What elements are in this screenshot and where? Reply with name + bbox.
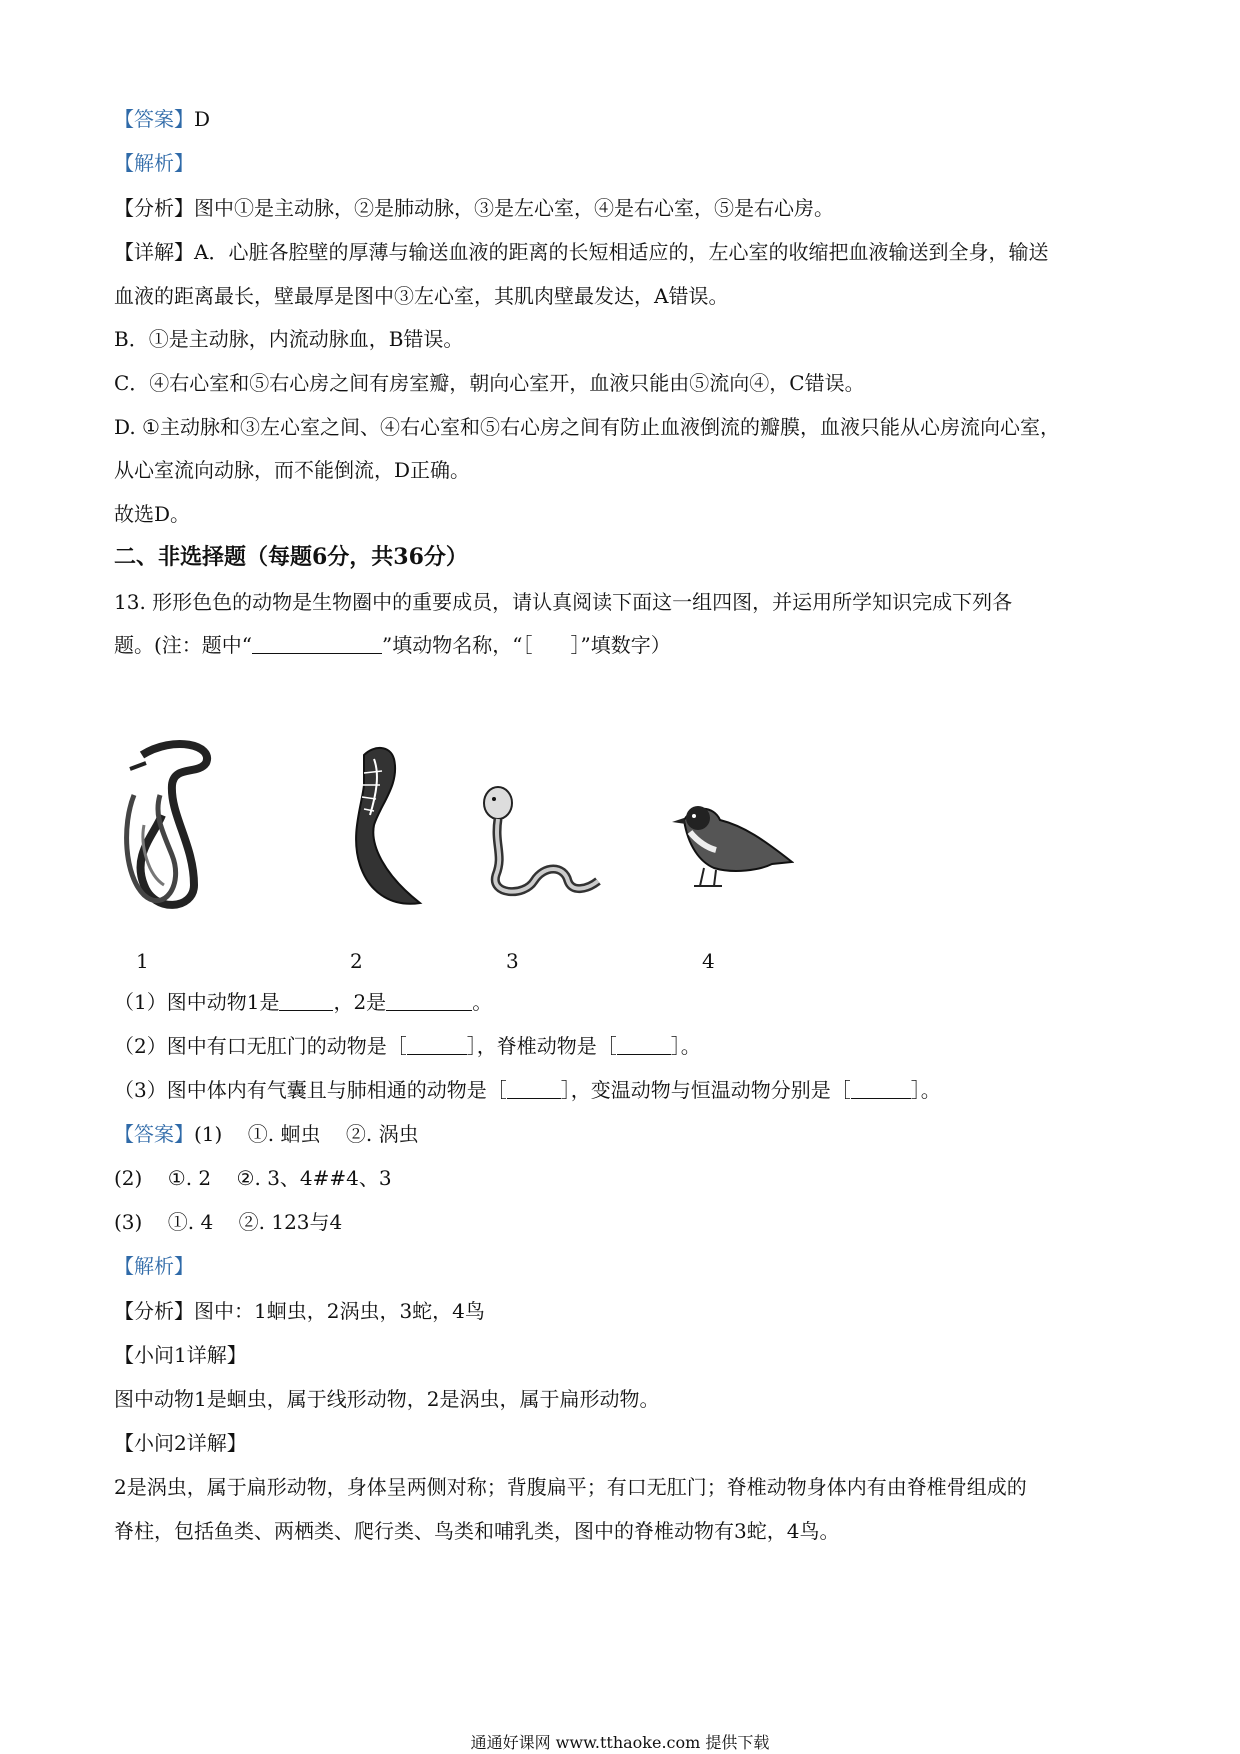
answer-line-2: (2) ①. 2 ②. 3、4##4、3 [114, 1166, 392, 1190]
analysis-summary-2: 【分析】图中：1蛔虫，2涡虫，3蛇，4鸟 [114, 1299, 485, 1323]
section-heading: 二、非选择题（每题6分，共36分） [114, 544, 468, 570]
figure-label-2: 2 [350, 949, 363, 973]
sub-question-2-text-a: （2）图中有口无肛门的动物是［ [114, 1034, 407, 1058]
sub-question-2-blank-1 [407, 1034, 467, 1055]
flatworm-figure [334, 745, 444, 915]
figure-label-4: 4 [702, 949, 715, 973]
figure-label-1: 1 [136, 949, 149, 973]
snake-figure [464, 785, 604, 915]
sub-question-2-detail-1: 2是涡虫，属于扁形动物，身体呈两侧对称；背腹扁平；有口无肛门；脊椎动物身体内有由脊椎骨组成的 [114, 1475, 1027, 1499]
sub-question-3-text-b: ］，变温动物与恒温动物分别是［ [560, 1078, 851, 1102]
analysis-tag-2: 【解析】 [114, 1254, 194, 1278]
answer-tag-2: 【答案】 [114, 1122, 194, 1146]
sub-question-1-text-c: 。 [472, 990, 493, 1014]
option-d-line-1: D. ①主动脉和③左心室之间、④右心室和⑤右心房之间有防止血液倒流的瓣膜，血液只能从心房流向心室， [114, 415, 1060, 439]
name-blank-sample [252, 633, 382, 654]
sub-question-2-text-b: ］，脊椎动物是［ [466, 1034, 617, 1058]
sub-question-3-text-c: ］。 [910, 1078, 941, 1102]
sub-question-1-text-b: ，2是 [333, 990, 387, 1014]
sub-question-2-detail-heading: 【小问2详解】 [114, 1431, 247, 1455]
question-13-text-b: ”填动物名称，“［ [382, 633, 533, 657]
analysis-tag: 【解析】 [114, 151, 194, 175]
answer-1-text: (1) ①. 蛔虫 ②. 涡虫 [194, 1122, 419, 1146]
detail-line-1: 【详解】A．心脏各腔壁的厚薄与输送血液的距离的长短相适应的，左心室的收缩把血液输送到全身，输送 [114, 240, 1049, 264]
question-13-text-a: 题。(注：题中“ [114, 633, 253, 657]
answer-line-1 [114, 1119, 419, 1149]
analysis-summary: 【分析】图中①是主动脉，②是肺动脉，③是左心室，④是右心室，⑤是右心房。 [114, 196, 834, 220]
sub-question-2-blank-2 [617, 1034, 671, 1055]
detail-line-2: 血液的距离最长，壁最厚是图中③左心室，其肌肉壁最发达，A错误。 [114, 284, 729, 308]
sub-question-2-text-c: ］。 [670, 1034, 701, 1058]
sub-question-1-detail-heading: 【小问1详解】 [114, 1343, 247, 1367]
answer-tag: 【答案】 [114, 107, 194, 131]
option-b-line: B．①是主动脉，内流动脉血，B错误。 [114, 327, 464, 351]
question-13-text-c: ］”填数字） [570, 633, 671, 657]
sub-question-2-detail-2: 脊柱，包括鱼类、两栖类、爬行类、鸟类和哺乳类，图中的脊椎动物有3蛇，4鸟。 [114, 1519, 840, 1543]
sub-question-3-blank-2 [851, 1078, 911, 1099]
sub-question-1 [114, 987, 492, 1017]
sub-question-3-text-a: （3）图中体内有气囊且与肺相通的动物是［ [114, 1078, 507, 1102]
question-13-line-2 [114, 630, 671, 660]
sub-question-1-text-a: （1）图中动物1是 [114, 990, 280, 1014]
animal-figures [114, 735, 894, 975]
sub-question-1-blank-1 [279, 990, 333, 1011]
answer-line-3: (3) ①. 4 ②. 123与4 [114, 1210, 343, 1234]
conclusion-line: 故选D。 [114, 502, 191, 526]
option-c-line: C．④右心室和⑤右心房之间有房室瓣，朝向心室开，血液只能由⑤流向④，C错误。 [114, 371, 865, 395]
figure-label-3: 3 [506, 949, 519, 973]
sub-question-1-blank-2 [386, 990, 472, 1011]
sub-question-3 [114, 1075, 941, 1105]
page-footer: 通通好课网 www.tthaoke.com 提供下载 [470, 1733, 770, 1752]
question-13-line-1: 13. 形形色色的动物是生物圈中的重要成员，请认真阅读下面这一组四图，并运用所学知识完成下列各 [114, 590, 1013, 614]
answer-line [114, 104, 210, 134]
roundworm-figure [114, 735, 234, 915]
option-d-line-2: 从心室流向动脉，而不能倒流，D正确。 [114, 458, 471, 482]
sub-question-1-detail: 图中动物1是蛔虫，属于线形动物，2是涡虫，属于扁形动物。 [114, 1387, 660, 1411]
sub-question-2 [114, 1031, 701, 1061]
answer-value: D [194, 107, 211, 131]
sub-question-3-blank-1 [507, 1078, 561, 1099]
bird-figure [664, 790, 794, 900]
